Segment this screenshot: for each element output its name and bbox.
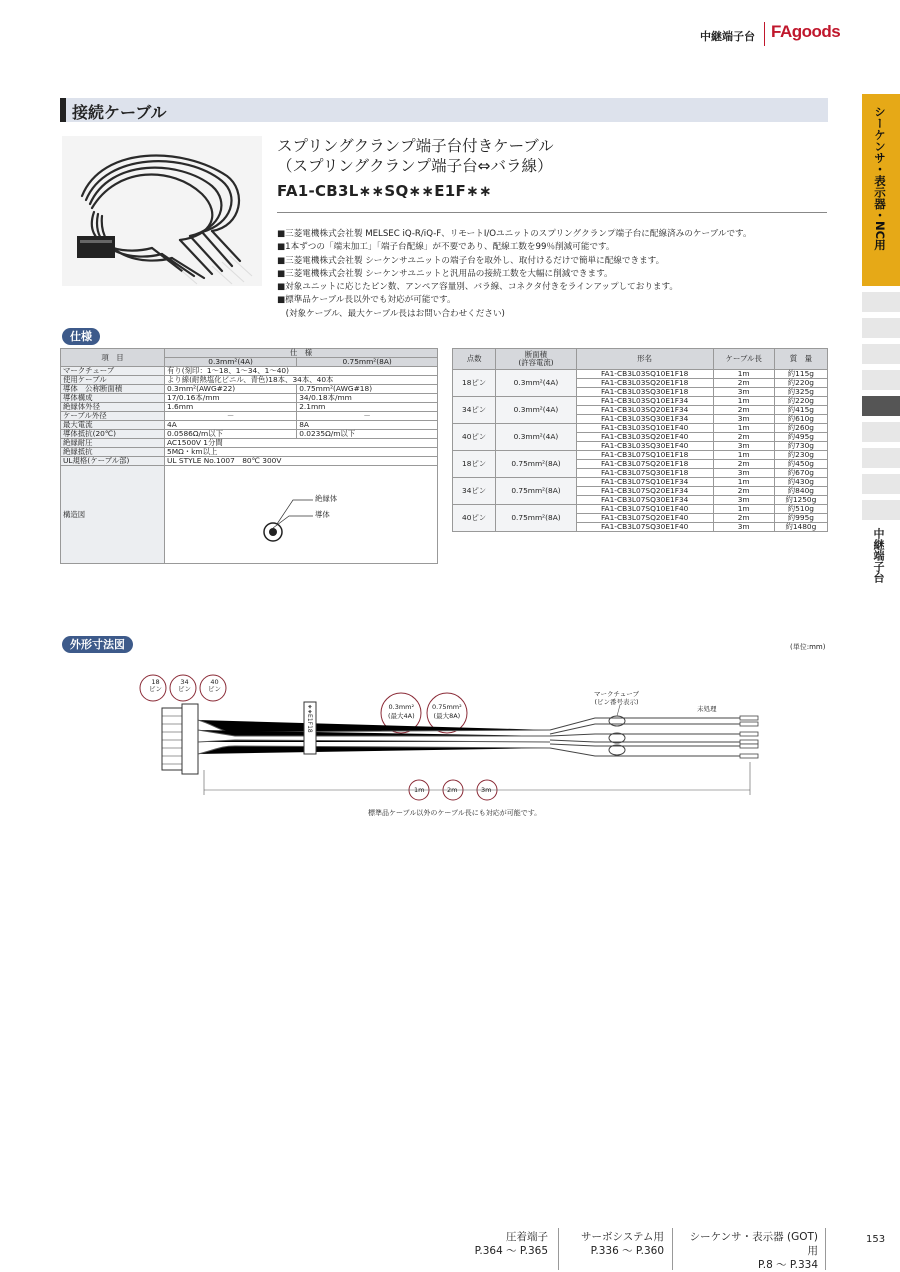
sidebar-tab[interactable] <box>862 500 900 520</box>
parts-model-cell: FA1-CB3L07SQ10E1F40 <box>576 505 713 514</box>
feature-item: ■三菱電機株式会社製 シーケンサユニットと汎用品の接続工数を大幅に削減できます。 <box>277 268 613 279</box>
section-title: 接続ケーブル <box>72 103 167 122</box>
parts-model-cell: FA1-CB3L07SQ20E1F40 <box>576 514 713 523</box>
parts-model-cell: FA1-CB3L07SQ10E1F18 <box>576 451 713 460</box>
sidebar-tab-sequencer[interactable] <box>862 94 900 286</box>
parts-mass-cell: 約115g <box>774 370 827 379</box>
product-title-line2: （スプリングクランプ端子台⇔バラ線） <box>277 157 553 175</box>
dimension-drawing <box>120 670 800 820</box>
parts-length-cell: 3m <box>713 496 774 505</box>
section-marker <box>60 98 66 122</box>
feature-item: ■三菱電機株式会社製 シーケンサユニットの端子台を取外し、取付けるだけで簡単に配線できます。 <box>277 255 665 266</box>
spec-col-b: 0.75mm²(8A) <box>297 358 438 367</box>
parts-length-cell: 3m <box>713 388 774 397</box>
wire-03-label: 0.3mm² (最大4A) <box>388 703 415 720</box>
section-header <box>60 98 828 122</box>
parts-area-cell: 0.75mm²(8A) <box>496 505 577 532</box>
sidebar-tab[interactable] <box>862 292 900 312</box>
parts-model-cell: FA1-CB3L07SQ30E1F40 <box>576 523 713 532</box>
parts-mass-cell: 約450g <box>774 460 827 469</box>
structure-conductor-label: 導体 <box>315 510 330 519</box>
untreated-label: 未処理 <box>697 705 717 713</box>
table-row: 絶縁耐圧 AC1500V 1分間 <box>61 439 438 448</box>
parts-mass-cell: 約430g <box>774 478 827 487</box>
page-number: 153 <box>866 1234 886 1245</box>
parts-area-cell: 0.75mm²(8A) <box>496 451 577 478</box>
parts-pins-cell: 18ピン <box>453 370 496 397</box>
parts-col-area: 断面積 (許容電流) <box>496 349 577 370</box>
parts-model-cell: FA1-CB3L03SQ20E1F34 <box>576 406 713 415</box>
parts-body <box>453 370 828 532</box>
spec-table <box>60 348 438 564</box>
parts-mass-cell: 約670g <box>774 469 827 478</box>
spec-pill: 仕様 <box>62 328 100 345</box>
parts-model-cell: FA1-CB3L07SQ30E1F18 <box>576 469 713 478</box>
header-category: 中継端子台 <box>700 30 755 43</box>
parts-length-cell: 2m <box>713 406 774 415</box>
spec-col-spec: 仕 様 <box>165 349 438 358</box>
table-row: 絶縁体外径 1.6mm 2.1mm <box>61 403 438 412</box>
parts-mass-cell: 約325g <box>774 388 827 397</box>
marktube-label: マークチューブ (ピン番号表示) <box>594 690 639 706</box>
parts-length-cell: 1m <box>713 505 774 514</box>
table-row: 導体構成 17/0.16本/mm 34/0.18本/mm <box>61 394 438 403</box>
parts-length-cell: 1m <box>713 478 774 487</box>
table-row: 使用ケーブル より線(耐熱塩化ビニル、青色)18本、34本、40本 <box>61 376 438 385</box>
table-row: UL規格(ケーブル部) UL STYLE No.1007 80℃ 300V <box>61 457 438 466</box>
spec-col-a: 0.3mm²(4A) <box>165 358 297 367</box>
parts-mass-cell: 約1250g <box>774 496 827 505</box>
sidebar-tab[interactable] <box>862 370 900 390</box>
sidebar-tab[interactable] <box>862 474 900 494</box>
parts-model-cell: FA1-CB3L07SQ30E1F34 <box>576 496 713 505</box>
sidebar-current-label: 中継端子台 <box>872 528 885 583</box>
header-divider <box>764 22 765 46</box>
parts-mass-cell: 約220g <box>774 379 827 388</box>
sidebar-tab[interactable] <box>862 344 900 364</box>
footer-link-crimp[interactable]: 圧着端子 P.364 ～ P.365 <box>474 1231 548 1257</box>
parts-pins-cell: 40ピン <box>453 505 496 532</box>
parts-model-cell: FA1-CB3L03SQ30E1F18 <box>576 388 713 397</box>
parts-length-cell: 1m <box>713 397 774 406</box>
parts-col-model: 形名 <box>576 349 713 370</box>
parts-length-cell: 1m <box>713 424 774 433</box>
parts-area-cell: 0.3mm²(4A) <box>496 424 577 451</box>
table-row: 導体抵抗(20℃) 0.0586Ω/m以下 0.0235Ω/m以下 <box>61 430 438 439</box>
product-title <box>277 136 554 176</box>
length-1m: 1m <box>414 786 425 794</box>
parts-pins-cell: 34ピン <box>453 478 496 505</box>
parts-length-cell: 3m <box>713 523 774 532</box>
parts-model-cell: FA1-CB3L03SQ20E1F40 <box>576 433 713 442</box>
parts-mass-cell: 約230g <box>774 451 827 460</box>
footer-link-sequencer[interactable]: シーケンサ・表示器 (GOT) 用 P.8 ～ P.334 <box>689 1231 818 1271</box>
sidebar-tab-sequencer-label: シーケンサ・表示器・NC用 <box>873 106 887 251</box>
parts-mass-cell: 約415g <box>774 406 827 415</box>
spec-col-item: 項 目 <box>61 349 165 367</box>
parts-length-cell: 2m <box>713 433 774 442</box>
parts-length-cell: 1m <box>713 451 774 460</box>
parts-length-cell: 3m <box>713 415 774 424</box>
parts-col-mass: 質 量 <box>774 349 827 370</box>
feature-item: ■三菱電機株式会社製 MELSEC iQ-R/iQ-F、リモートI/Oユニットのスプリングクランプ端子台に配線済みのケーブルです。 <box>277 229 752 239</box>
parts-mass-cell: 約840g <box>774 487 827 496</box>
parts-model-cell: FA1-CB3L03SQ30E1F34 <box>576 415 713 424</box>
pin-40-badge: 40 ピン <box>208 678 221 693</box>
product-photo <box>62 136 262 286</box>
parts-model-cell: FA1-CB3L07SQ10E1F34 <box>576 478 713 487</box>
parts-pins-cell: 40ピン <box>453 424 496 451</box>
parts-model-cell: FA1-CB3L07SQ20E1F34 <box>576 487 713 496</box>
parts-length-cell: 2m <box>713 460 774 469</box>
footer-divider <box>825 1228 826 1270</box>
parts-model-cell: FA1-CB3L03SQ10E1F34 <box>576 397 713 406</box>
table-row: マークチューブ 有り(刻印：1～18、1～34、1～40) <box>61 367 438 376</box>
length-2m: 2m <box>447 786 458 794</box>
product-model: FA1-CB3L∗∗SQ∗∗E1F∗∗ <box>277 182 492 200</box>
parts-length-cell: 1m <box>713 370 774 379</box>
parts-area-cell: 0.75mm²(8A) <box>496 478 577 505</box>
brand-logo: FAgoods <box>771 22 841 41</box>
footer-divider <box>558 1228 559 1270</box>
parts-col-length: ケーブル長 <box>713 349 774 370</box>
parts-pins-cell: 34ピン <box>453 397 496 424</box>
table-row: ケーブル外径 － － <box>61 412 438 421</box>
sidebar-tab[interactable] <box>862 318 900 338</box>
pin-34-badge: 34 ピン <box>178 678 191 693</box>
footer-link-servo[interactable]: サーボシステム用 P.336 ～ P.360 <box>581 1231 664 1257</box>
parts-length-cell: 3m <box>713 469 774 478</box>
parts-mass-cell: 約730g <box>774 442 827 451</box>
parts-length-cell: 2m <box>713 379 774 388</box>
unit-label: (単位:mm) <box>790 643 826 651</box>
parts-model-cell: FA1-CB3L03SQ20E1F18 <box>576 379 713 388</box>
parts-area-cell: 0.3mm²(4A) <box>496 370 577 397</box>
parts-model-cell: FA1-CB3L07SQ20E1F18 <box>576 460 713 469</box>
footer-divider <box>672 1228 673 1270</box>
parts-mass-cell: 約995g <box>774 514 827 523</box>
table-row: 最大電流 4A 8A <box>61 421 438 430</box>
parts-length-cell: 2m <box>713 487 774 496</box>
parts-pins-cell: 18ピン <box>453 451 496 478</box>
feature-item: (対象ケーブル、最大ケーブル長はお問い合わせください) <box>277 308 505 319</box>
parts-mass-cell: 約260g <box>774 424 827 433</box>
wire-075-label: 0.75mm² (最大8A) <box>432 703 462 720</box>
parts-model-cell: FA1-CB3L03SQ30E1F40 <box>576 442 713 451</box>
table-row: 導体 公称断面積 0.3mm²(AWG#22) 0.75mm²(AWG#18) <box>61 385 438 394</box>
dimensions-pill: 外形寸法図 <box>62 636 133 653</box>
sidebar-tab[interactable] <box>862 422 900 442</box>
parts-mass-cell: 約220g <box>774 397 827 406</box>
dimension-note: 標準品ケーブル以外のケーブル長にも対応が可能です。 <box>368 809 542 817</box>
structure-insulator-label: 絶縁体 <box>315 494 338 503</box>
pin-18-badge: 18 ピン <box>149 678 162 693</box>
feature-item: ■標準品ケーブル長以外でも対応が可能です。 <box>277 295 456 306</box>
parts-mass-cell: 約495g <box>774 433 827 442</box>
feature-item: ■対象ユニットに応じたピン数、アンペア容量別、バラ線、コネクタ付きをラインアップしております。 <box>277 282 679 293</box>
parts-model-cell: FA1-CB3L03SQ10E1F40 <box>576 424 713 433</box>
parts-table <box>452 348 828 532</box>
length-3m: 3m <box>481 786 492 794</box>
parts-mass-cell: 約510g <box>774 505 827 514</box>
structure-diagram <box>165 466 438 564</box>
parts-length-cell: 3m <box>713 442 774 451</box>
divider <box>277 212 827 213</box>
parts-length-cell: 2m <box>713 514 774 523</box>
sleeve-label: ∗∗E1F18 <box>306 704 313 733</box>
parts-col-pins: 点数 <box>453 349 496 370</box>
table-row: 絶縁抵抗 5MΩ・km以上 <box>61 448 438 457</box>
table-row: 構造図 絶縁体 導体 <box>61 466 438 564</box>
feature-list <box>277 228 827 321</box>
sidebar-tab[interactable] <box>862 448 900 468</box>
product-title-line1: スプリングクランプ端子台付きケーブル <box>277 137 554 155</box>
parts-mass-cell: 約610g <box>774 415 827 424</box>
parts-area-cell: 0.3mm²(4A) <box>496 397 577 424</box>
parts-mass-cell: 約1480g <box>774 523 827 532</box>
sidebar-tab-active[interactable] <box>862 396 900 416</box>
parts-model-cell: FA1-CB3L03SQ10E1F18 <box>576 370 713 379</box>
feature-item: ■1本ずつの「端末加工」「端子台配線」が不要であり、配線工数を99％削減可能です。 <box>277 242 615 253</box>
